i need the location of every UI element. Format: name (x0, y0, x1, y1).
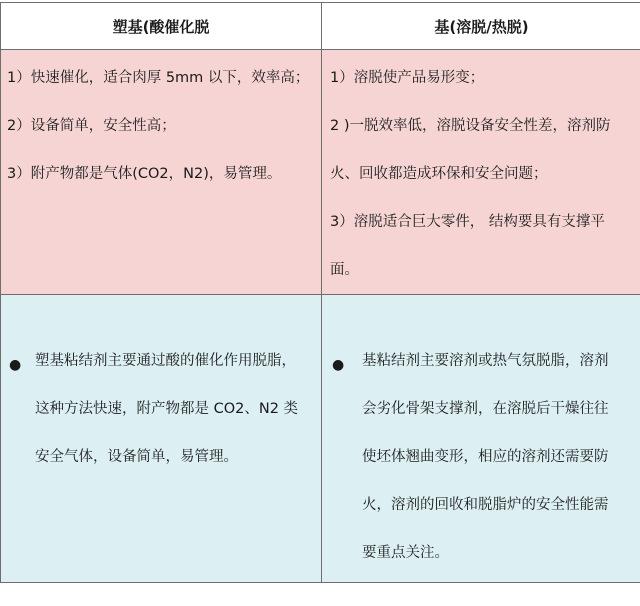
list-item: 面。 (330, 262, 359, 278)
advantages-left-cell (1, 50, 322, 295)
list-item: 使坯体翘曲变形，相应的溶剂还需要防 (362, 449, 609, 465)
list-item: 3）溶脱适合巨大零件， 结构要具有支撑平 (330, 214, 605, 230)
details-row (1, 295, 640, 583)
list-item: 2 )一脱效率低，溶脱设备安全性差，溶剂防 (330, 118, 611, 134)
header-row (1, 3, 640, 50)
details-left-lines (1, 337, 321, 481)
bullet-icon: ● (9, 357, 22, 373)
list-item: 要重点关注。 (362, 545, 449, 561)
advantages-left-list (1, 50, 321, 198)
list-item: 塑基粘结剂主要通过酸的催化作用脱脂， (35, 353, 296, 369)
header-left: 塑基(酸催化脱 (1, 3, 322, 50)
list-item: 基粘结剂主要溶剂或热气氛脱脂，溶剂 (362, 353, 609, 369)
details-left-block (1, 295, 321, 481)
list-item: 这种方法快速，附产物都是 CO2、N2 类 (35, 401, 299, 417)
details-right-lines (322, 337, 640, 577)
list-item: 火、回收都造成环保和安全问题； (330, 166, 548, 182)
list-item: 火，溶剂的回收和脱脂炉的安全性能需 (362, 497, 609, 513)
list-item: 1）溶脱使产品易形变； (330, 70, 485, 86)
header-right: 基(溶脱/热脱) (322, 3, 640, 50)
list-item: 会劣化骨架支撑剂，在溶脱后干燥往往 (362, 401, 609, 417)
advantages-right-list (322, 50, 640, 294)
details-right-cell (322, 295, 640, 583)
details-right-block (322, 295, 640, 577)
list-item: 安全气体，设备简单，易管理。 (35, 449, 238, 465)
list-item: 3）附产物都是气体(CO2，N2)，易管理。 (7, 166, 282, 182)
advantages-right-cell (322, 50, 640, 295)
advantages-row (1, 50, 640, 295)
comparison-table (0, 2, 640, 583)
bullet-icon: ● (332, 357, 345, 373)
list-item: 1）快速催化，适合肉厚 5mm 以下，效率高； (7, 70, 310, 86)
details-left-cell (1, 295, 322, 583)
list-item: 2）设备简单，安全性高； (7, 118, 176, 134)
